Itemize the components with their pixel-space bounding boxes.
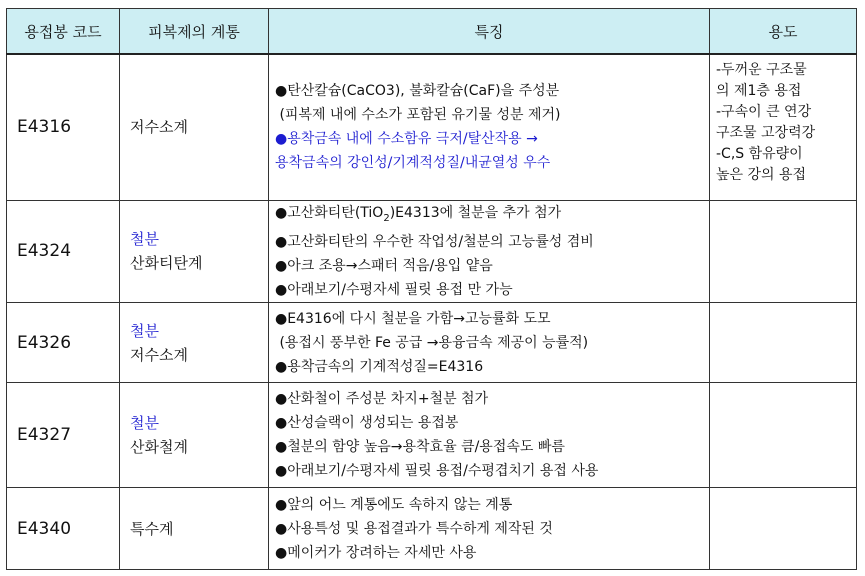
feature-item: ●아크 조용→스패터 적음/용입 얕음: [275, 258, 493, 275]
table-row: [7, 54, 857, 200]
rod-code: E4316: [7, 54, 120, 200]
feature-item: ●E4316에 다시 철분을 가함→고능률화 도모: [275, 310, 551, 327]
use-item: -C,S 함유량이: [716, 146, 803, 162]
table-row: [7, 488, 857, 570]
coating-series-prefix: 철분: [130, 414, 159, 433]
header-row: [7, 9, 857, 55]
coating-series: [120, 54, 269, 200]
coating-series: [120, 303, 269, 383]
feature-item: ●아래보기/수평자세 필릿 용접 만 가능: [275, 282, 513, 299]
table-row: [7, 383, 857, 488]
coating-series: [120, 200, 269, 303]
coating-series-name: 특수계: [130, 519, 174, 538]
feature-item: (피복제 내에 수소가 포함된 유기물 성분 제거): [279, 107, 561, 124]
header-features: 특징: [269, 9, 710, 55]
welding-rod-table: [6, 8, 857, 570]
table-row: [7, 303, 857, 383]
rod-code: E4327: [7, 383, 120, 488]
feature-item: ●산성슬랙이 생성되는 용접봉: [275, 415, 459, 432]
feature-item: ●산화철이 주성분 차지+철분 첨가: [275, 391, 489, 408]
use-item: 높은 강의 용접: [716, 167, 807, 183]
coating-series-name: 저수소계: [130, 118, 188, 137]
use-item: -구속이 큰 연강: [716, 104, 812, 120]
rod-code: E4326: [7, 303, 120, 383]
features-cell: [269, 303, 710, 383]
rod-code: E4340: [7, 488, 120, 570]
coating-series: [120, 383, 269, 488]
use-item: 의 제1층 용접: [716, 83, 802, 99]
coating-series-name: 산화티탄계: [130, 254, 203, 273]
coating-series-name: 산화철계: [130, 438, 188, 457]
uses-cell: [710, 54, 857, 200]
feature-item: ●아래보기/수평자세 필릿 용접/수평겹치기 용접 사용: [275, 463, 599, 480]
header-code: 용접봉 코드: [7, 9, 120, 55]
features-cell: [269, 383, 710, 488]
coating-series-prefix: 철분: [130, 230, 159, 249]
uses-cell: [710, 303, 857, 383]
coating-series-prefix: 철분: [130, 321, 159, 340]
feature-item: ●탄산칼슘(CaCO3), 불화칼슘(CaF)을 주성분: [275, 83, 560, 100]
uses-cell: [710, 488, 857, 570]
feature-item: ●메이커가 장려하는 자세만 사용: [275, 544, 477, 561]
feature-item: ●사용특성 및 용접결과가 특수하게 제작된 것: [275, 520, 553, 537]
rod-code: E4324: [7, 200, 120, 303]
header-uses: 용도: [710, 9, 857, 55]
uses-cell: [710, 383, 857, 488]
header-coating: 피복제의 계통: [120, 9, 269, 55]
coating-series: [120, 488, 269, 570]
coating-series-name: 저수소계: [130, 345, 188, 364]
feature-item: ●고산화티탄의 우수한 작업성/철분의 고능률성 겸비: [275, 234, 594, 251]
feature-item: 용착금속의 강인성/기계적성질/내균열성 우수: [275, 155, 551, 172]
use-item: -두꺼운 구조물: [716, 62, 807, 78]
table-row: [7, 200, 857, 303]
feature-item: ●고산화티탄(TiO$_2$)E4313에 철분을 추가 첨가: [275, 204, 562, 224]
features-cell: [269, 200, 710, 303]
features-cell: [269, 54, 710, 200]
feature-item: ●철분의 함양 높음→용착효율 큼/용접속도 빠름: [275, 439, 565, 456]
feature-item: ●앞의 어느 계통에도 속하지 않는 계통: [275, 496, 513, 513]
feature-item: ●용착금속의 기계적성질=E4316: [275, 358, 484, 375]
feature-item: ●용착금속 내에 수소함유 극저/탈산작용 →: [275, 131, 538, 148]
feature-item: (용접시 풍부한 Fe 공급 →용융금속 제공이 능률적): [279, 334, 589, 351]
use-item: 구조물 고장력강: [716, 125, 816, 141]
features-cell: [269, 488, 710, 570]
uses-cell: [710, 200, 857, 303]
